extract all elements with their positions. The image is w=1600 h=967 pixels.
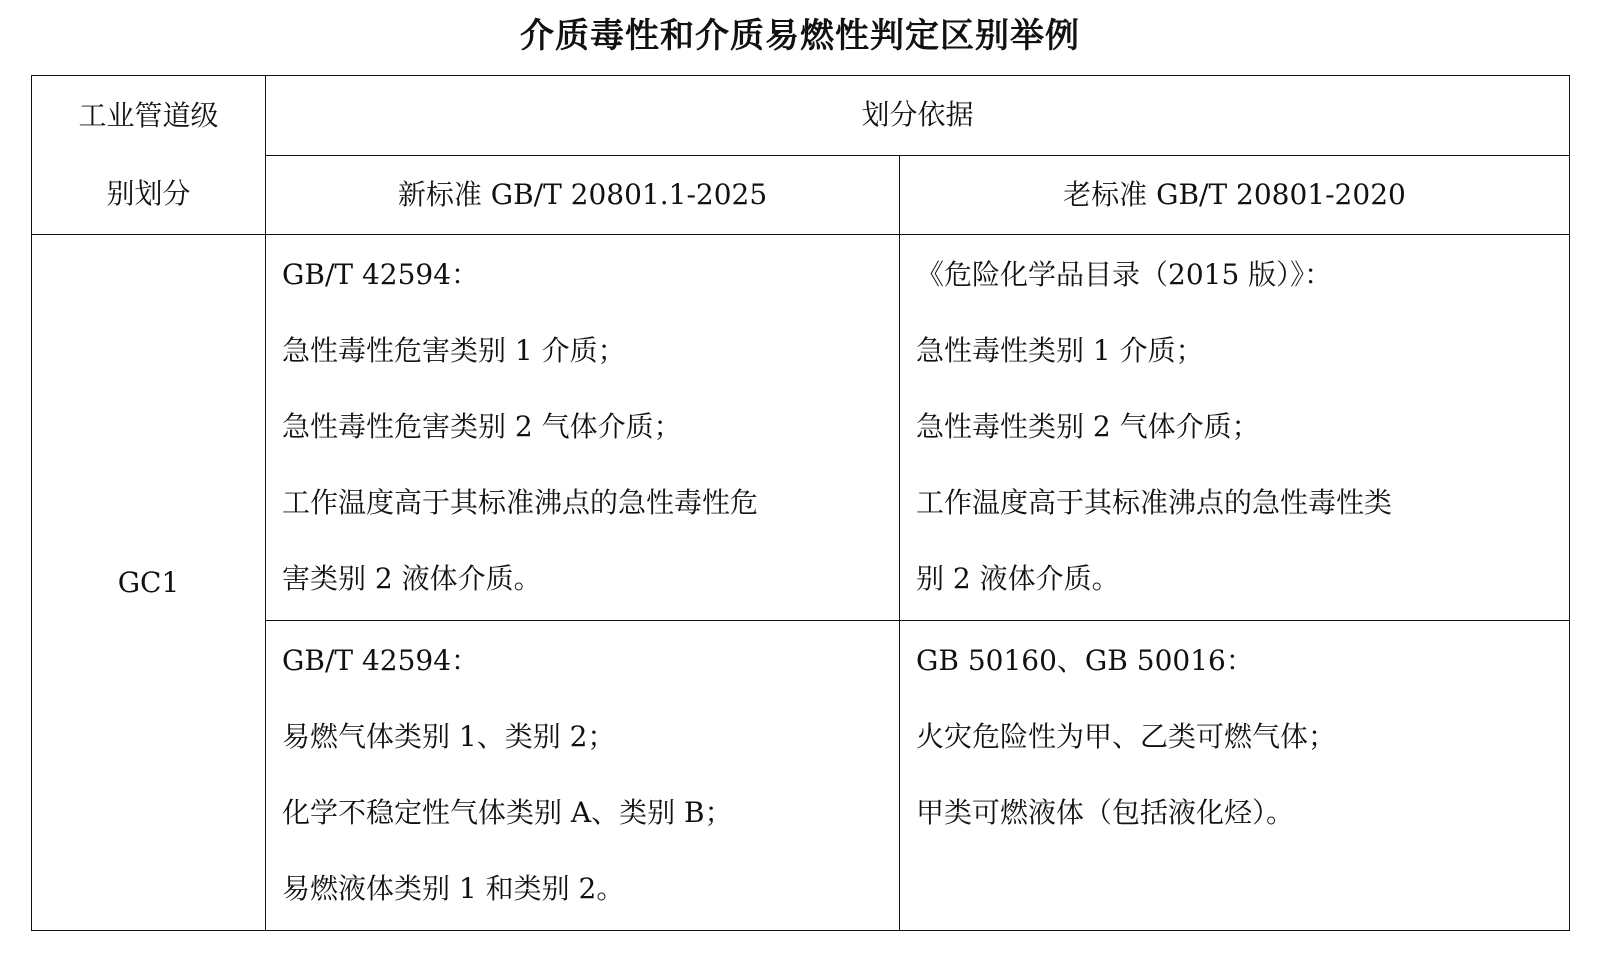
- grade-cell: GC1: [32, 235, 266, 931]
- flammability-new-line: 化学不稳定性气体类别 A、类别 B；: [282, 796, 733, 830]
- toxicity-old-cell: [900, 235, 1570, 621]
- grade-header-line-1: 工业管道级: [78, 99, 219, 133]
- flammability-old-cell: [900, 621, 1570, 931]
- new-standard-header: 新标准 GB/T 20801.1-2025: [266, 155, 900, 235]
- document-title: 介质毒性和介质易燃性判定区别举例: [520, 16, 1080, 56]
- toxicity-old-line: 急性毒性类别 1 介质；: [916, 334, 1204, 368]
- flammability-old-line: 火灾危险性为甲、乙类可燃气体；: [916, 720, 1337, 754]
- toxicity-new-line: GB/T 42594：: [282, 258, 480, 292]
- toxicity-old-line: 工作温度高于其标准沸点的急性毒性类: [916, 486, 1393, 520]
- toxicity-old-line: 别 2 液体介质。: [916, 562, 1120, 596]
- toxicity-new-line: 害类别 2 液体介质。: [282, 562, 542, 596]
- flammability-new-line: 易燃气体类别 1、类别 2；: [282, 720, 616, 754]
- toxicity-new-cell: [266, 235, 900, 621]
- toxicity-old-line: 急性毒性类别 2 气体介质；: [916, 410, 1260, 444]
- grade-header-cell: [32, 76, 266, 235]
- toxicity-row: [32, 235, 1570, 621]
- basis-header: 划分依据: [266, 76, 1570, 156]
- grade-header-line-2: 别划分: [106, 177, 191, 211]
- toxicity-new-line: 急性毒性危害类别 1 介质；: [282, 334, 626, 368]
- flammability-new-line: 易燃液体类别 1 和类别 2。: [282, 872, 625, 906]
- comparison-table: [31, 75, 1570, 931]
- toxicity-old-line: 《危险化学品目录（2015 版）》：: [916, 258, 1333, 292]
- flammability-new-cell: [266, 621, 900, 931]
- flammability-old-line: 甲类可燃液体（包括液化烃）。: [916, 796, 1295, 830]
- toxicity-new-line: 急性毒性危害类别 2 气体介质；: [282, 410, 682, 444]
- flammability-old-line: GB 50160、GB 50016：: [916, 644, 1254, 678]
- toxicity-new-line: 工作温度高于其标准沸点的急性毒性危: [282, 486, 759, 520]
- header-row-1: [32, 76, 1570, 156]
- flammability-new-line: GB/T 42594：: [282, 644, 480, 678]
- old-standard-header: 老标准 GB/T 20801-2020: [900, 155, 1570, 235]
